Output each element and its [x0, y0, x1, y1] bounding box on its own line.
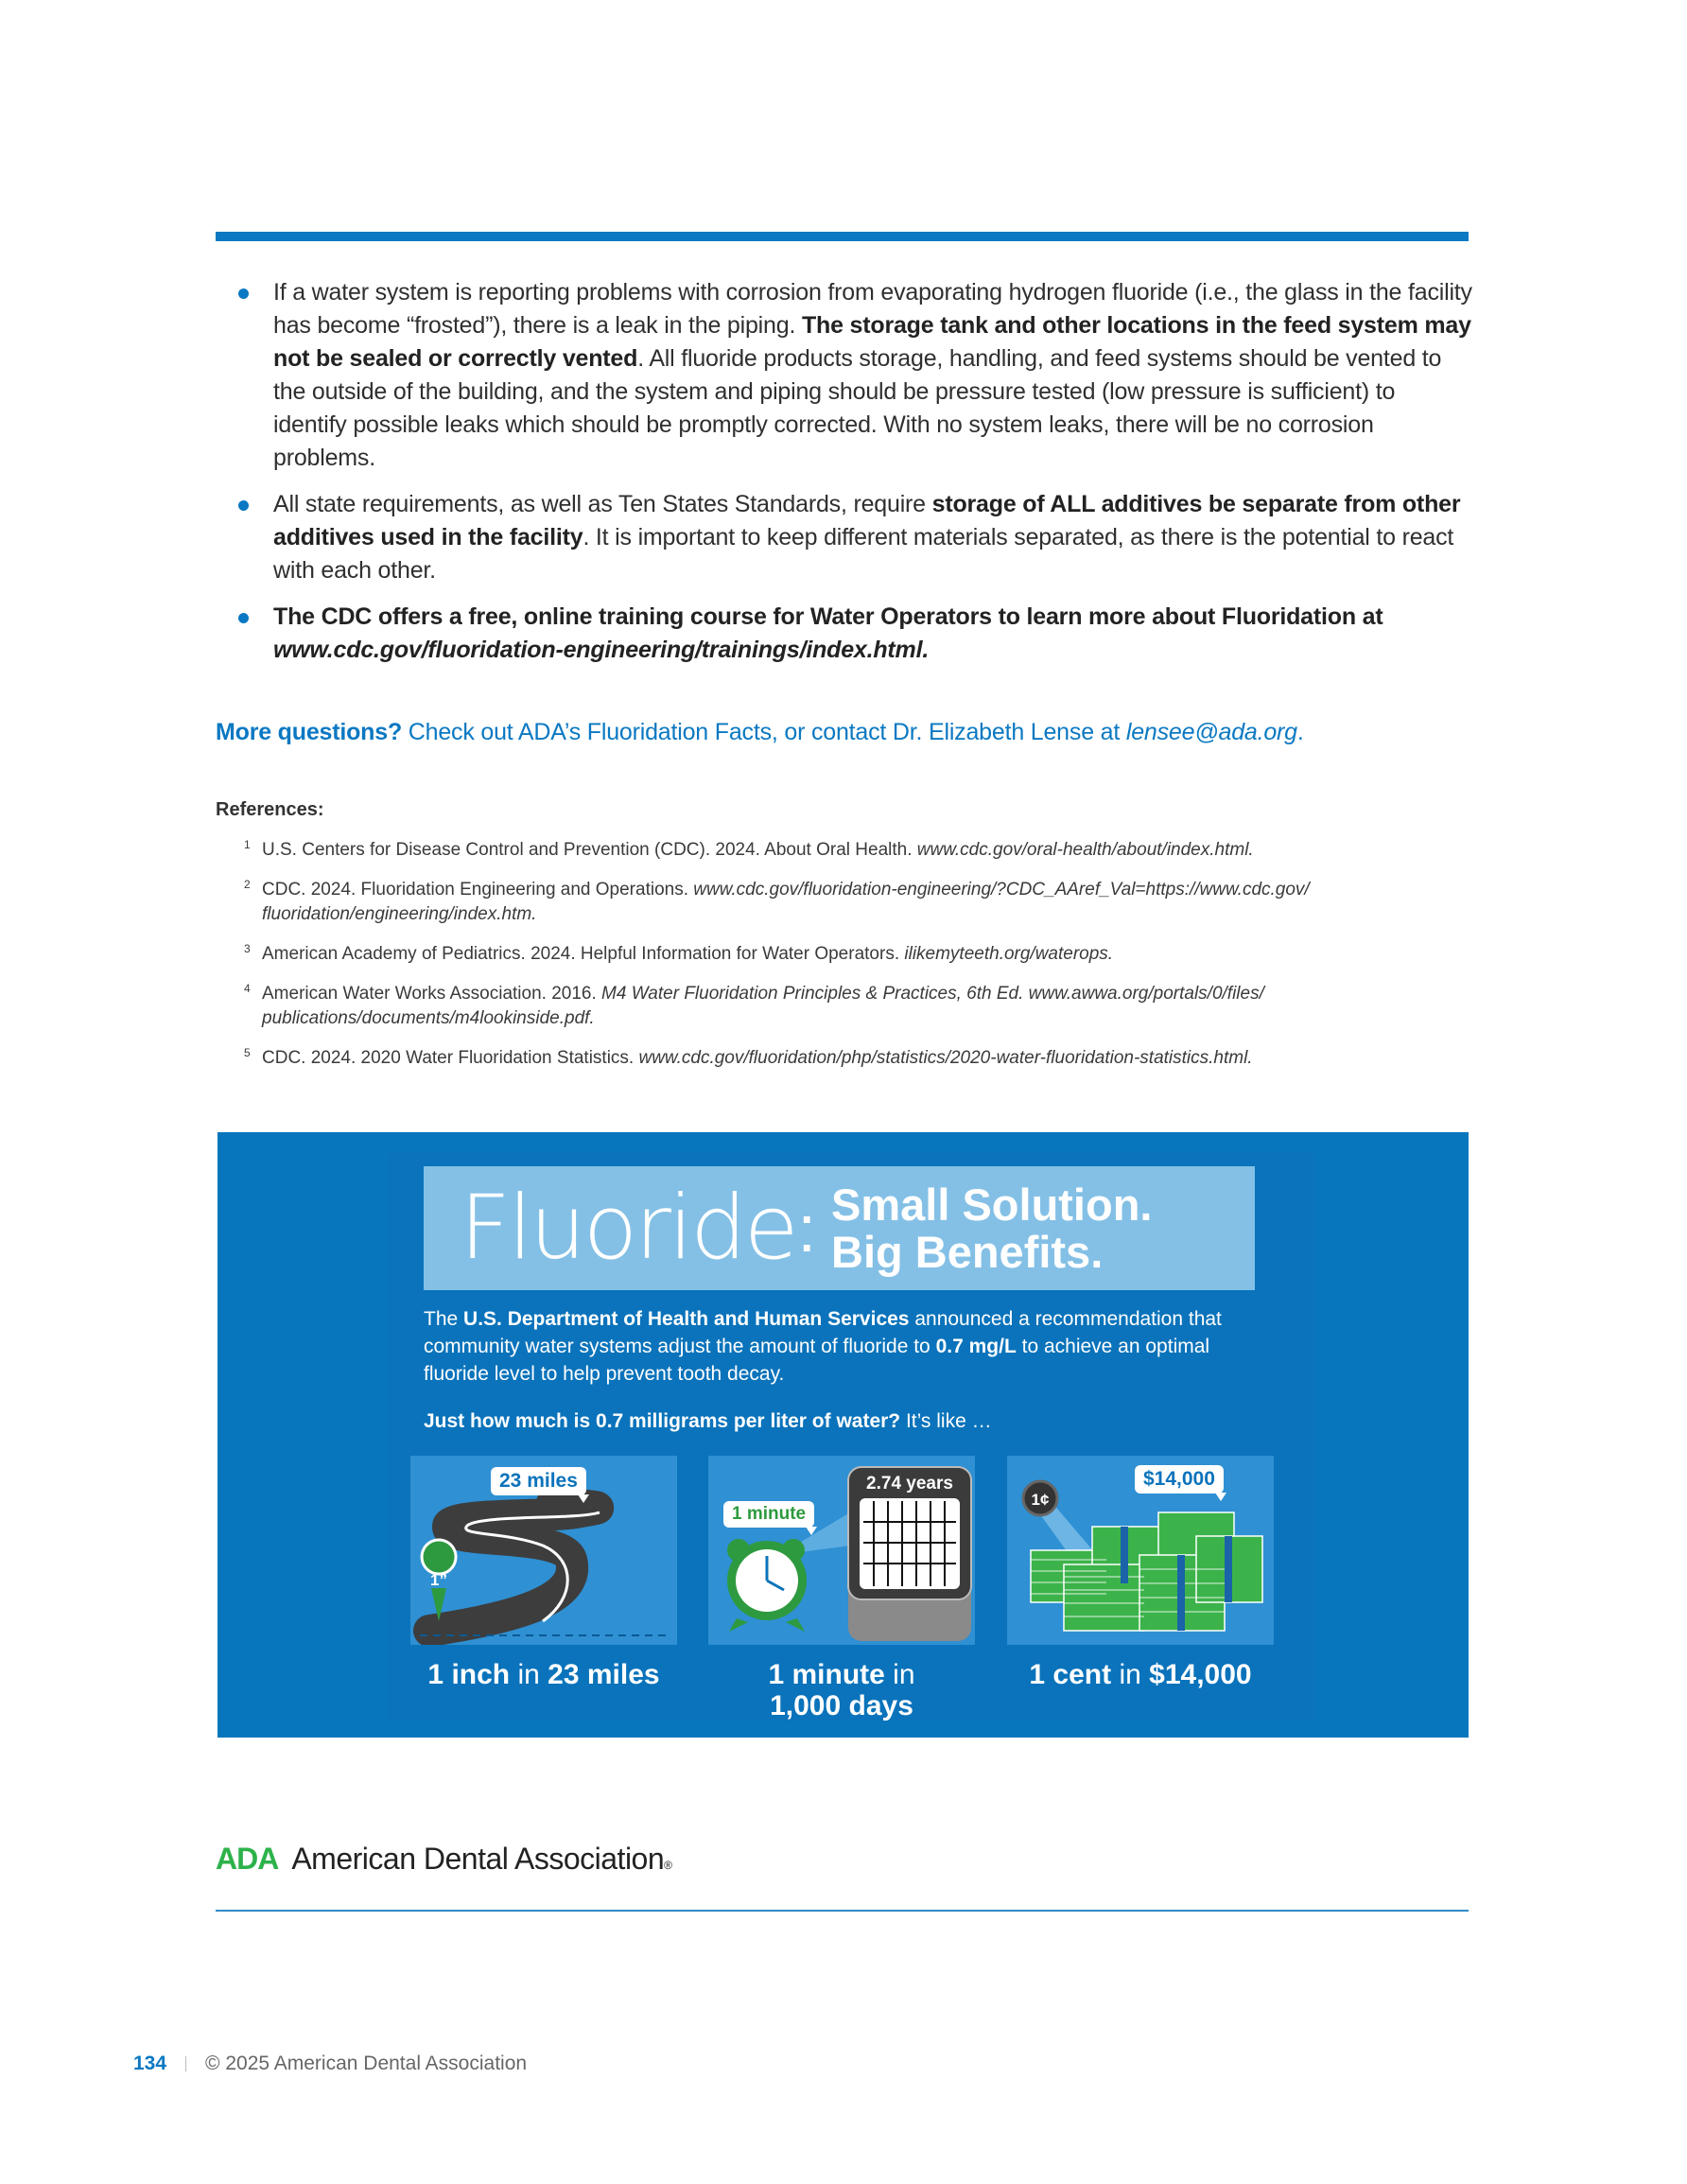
infographic-title-box: Fluoride : Small Solution. Big Benefits.: [424, 1166, 1255, 1290]
bullet-item-cdc-training: The CDC offers a free, online training course for Water Operators to learn more about Fluoridation at www.cdc.gov/fluoridation-engineering/trainings/index.html.: [238, 601, 1472, 667]
reference-item: 1 U.S. Centers for Disease Control and Prevention (CDC). 2024. About Oral Health. www.cdc.gov/oral-health/about/index.html.: [244, 838, 1254, 860]
ada-logo: ADA American Dental Association ®: [216, 1842, 672, 1876]
reference-item: 2 CDC. 2024. Fluoridation Engineering and Operations. www.cdc.gov/fluoridation-engineering/?CDC_AAref_Val=https://www.cdc.gov/ fluoridation/engineering/index.htm.: [244, 878, 1310, 924]
reference-item: 5 CDC. 2024. 2020 Water Fluoridation Statistics. www.cdc.gov/fluoridation/php/statistics/2020-water-fluoridation-statistics.html.: [244, 1046, 1253, 1068]
infographic-title-word: Fluoride: [460, 1176, 796, 1280]
infographic-subtitle: Small Solution. Big Benefits.: [831, 1179, 1153, 1277]
caption-clock: 1 minute in 1,000 days: [768, 1659, 915, 1721]
page-number: 134: [133, 2053, 167, 2074]
references-list: [244, 838, 1473, 1086]
reference-item: 4 American Water Works Association. 2016. M4 Water Fluoridation Principles & Practices, 6th Ed. www.awwa.org/portals/0/files/ publications/documents/m4lookinside.pdf.: [244, 982, 1264, 1028]
email-link[interactable]: lensee@ada.org: [1125, 719, 1297, 745]
bottom-divider: [216, 1910, 1469, 1912]
copyright: © 2025 American Dental Association: [205, 2053, 528, 2074]
reference-link[interactable]: www.cdc.gov/oral-health/about/index.html.: [916, 840, 1254, 860]
bullet-list: [238, 276, 1472, 680]
infographic-intro: The U.S. Department of Health and Human Services announced a recommendation that community water systems adjust the amount of fluoride to 0.7 mg/L to achieve an optimal fluoride level to help prevent tooth decay.: [424, 1308, 1222, 1385]
bullet-dot-icon: [238, 613, 249, 623]
card-clock-calendar: [708, 1456, 975, 1645]
reference-link[interactable]: ilikemyteeth.org/waterops.: [904, 944, 1114, 964]
reference-link[interactable]: www.cdc.gov/fluoridation-engineering/?CDC_AAref_Val=https://www.cdc.gov/ fluoridation/engineering/index.htm.: [262, 880, 1310, 924]
bullet-item-corrosion: If a water system is reporting problems with corrosion from evaporating hydrogen fluoride (i.e., the glass in the facility has become “frosted”), there is a leak in the piping. The storage tank and other locations in the feed system may not be sealed or correctly vented. All fluoride products storage, handling, and feed systems should be vented to the outside of the building, and the system and piping should be pressure tested (low pressure is sufficient) to identify possible leaks which should be promptly corrected. With no system leaks, there will be no corrosion problems.: [238, 276, 1472, 475]
reference-link[interactable]: www.cdc.gov/fluoridation/php/statistics/2020-water-fluoridation-statistics.html.: [638, 1048, 1253, 1068]
card-money: [1007, 1456, 1274, 1645]
cdc-training-link[interactable]: www.cdc.gov/fluoridation-engineering/trainings/index.html.: [273, 637, 930, 663]
top-divider: [216, 232, 1469, 241]
bubble-1-minute: 1 minute: [723, 1501, 814, 1528]
page-footer: [133, 2053, 527, 2075]
bubble-23-miles: 23 miles: [491, 1467, 586, 1495]
fluoridation-facts-link[interactable]: Check out ADA’s Fluoridation Facts, or contact Dr. Elizabeth Lense at: [402, 719, 1126, 745]
svg-text:1¢: 1¢: [1031, 1491, 1050, 1509]
ada-mark: ADA: [216, 1842, 279, 1876]
caption-road: 1 inch in 23 miles: [427, 1659, 660, 1690]
bubble-14000: $14,000: [1135, 1465, 1224, 1494]
references-heading: References:: [216, 799, 324, 820]
reference-link[interactable]: M4 Water Fluoridation Principles & Practices, 6th Ed. www.awwa.org/portals/0/files/ publications/documents/m4lookinside.pdf.: [262, 984, 1264, 1028]
ada-name: American Dental Association: [291, 1842, 665, 1876]
reference-item: 3 American Academy of Pediatrics. 2024. Helpful Information for Water Operators. ilikemyteeth.org/waterops.: [244, 942, 1114, 964]
bullet-item-storage: All state requirements, as well as Ten States Standards, require storage of ALL additives be separate from other additives used in the facility. It is important to keep different materials separated, as there is the potential to react with each other.: [238, 488, 1472, 587]
alarm-clock-calendar-icon: [708, 1456, 975, 1645]
infographic-question: Just how much is 0.7 milligrams per liter of water? It’s like …: [424, 1410, 992, 1432]
fluoride-infographic: [217, 1132, 1469, 1738]
caption-money: 1 cent in $14,000: [1029, 1659, 1252, 1690]
card-road: [410, 1456, 677, 1645]
bullet-dot-icon: [238, 288, 249, 299]
svg-text:2.74 years: 2.74 years: [866, 1474, 953, 1494]
footer-separator: [185, 2056, 186, 2071]
svg-text:1”: 1”: [430, 1571, 447, 1589]
more-questions: More questions? Check out ADA’s Fluoridation Facts, or contact Dr. Elizabeth Lense at lensee@ada.org.: [216, 719, 1304, 745]
bullet-dot-icon: [238, 500, 249, 511]
